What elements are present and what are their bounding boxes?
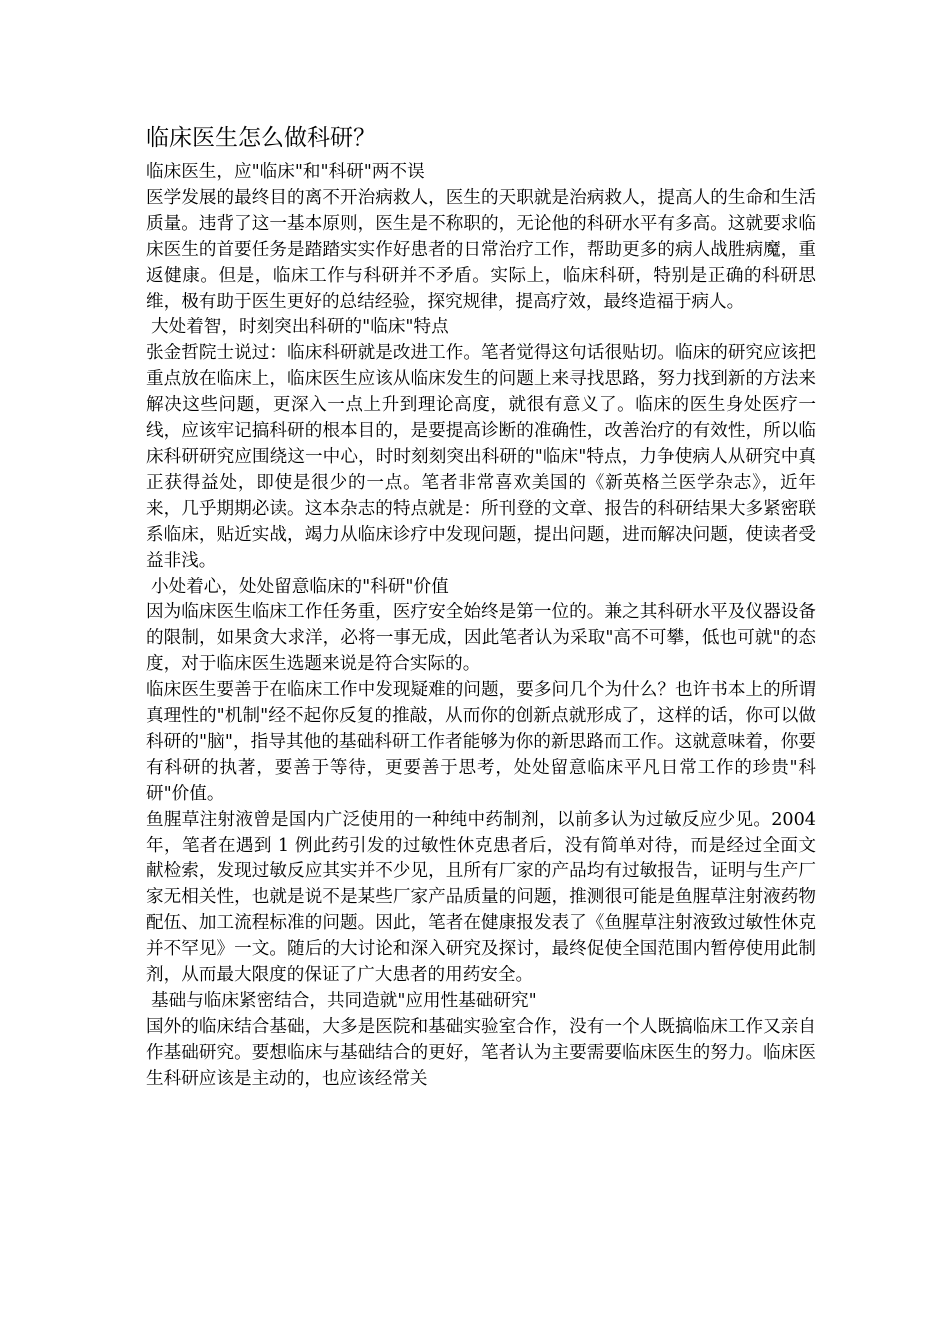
document-page [146, 118, 816, 1093]
paragraph-clinical-focus: 张金哲院士说过：临床科研就是改进工作。笔者觉得这句话很贴切。临床的研究应该把重点放在临床上，临床医生应该从临床发生的问题上来寻找思路，努力找到新的方法来解决这些问题，更深入一点上升到理论高度，就很有意义了。临床的医生身处医疗一线，应该牢记搞科研的根本目的，是要提高诊断的准确性，改善治疗的有效性，所以临床科研研究应围绕这一中心，时时刻刻突出科研的"临床"特点，力争使病人从研究中真正获得益处，即使是很少的一点。笔者非常喜欢美国的《新英格兰医学杂志》，近年来，几乎期期必读。这本杂志的特点就是：所刊登的文章、报告的科研结果大多紧密联系临床，贴近实战，竭力从临床诊疗中发现问题，提出问题，进而解决问题，使读者受益非浅。 [146, 343, 816, 571]
section-heading-research-value: 小处着心，处处留意临床的"科研"价值 [151, 576, 449, 597]
paragraph-intro: 医学发展的最终目的离不开治病救人，医生的天职就是治病救人，提高人的生命和生活质量。违背了这一基本原则，医生是不称职的，无论他的科研水平有多高。这就要求临床医生的首要任务是踏踏实实作好患者的日常治疗工作，帮助更多的病人战胜病魔，重返健康。但是，临床工作与科研并不矛盾。实际上，临床科研，特别是正确的科研思维，极有助于医生更好的总结经验，探究规律，提高疗效，最终造福于病人。 [146, 187, 816, 312]
document-subtitle: 临床医生，应"临床"和"科研"两不误 [146, 162, 425, 182]
paragraph-discover-problems: 临床医生要善于在临床工作中发现疑难的问题，要多问几个为什么？也许书本上的所谓真理性的"机制"经不起你反复的推敲，从而你的创新点就形成了，这样的话，你可以做科研的"脑"，指导其他的基础科研工作者能够为你的新思路而工作。这就意味着，你要有科研的执著，要善于等待，更要善于思考，处处留意临床平凡日常工作的珍贵"科研"价值。 [146, 680, 816, 804]
paragraph-basic-clinical: 国外的临床结合基础，大多是医院和基础实验室合作，没有一个人既搞临床工作又亲自作基础研究。要想临床与基础结合的更好，笔者认为主要需要临床医生的努力。临床医生科研应该是主动的，也应该经常关 [146, 1016, 816, 1089]
section-heading-applied-research: 基础与临床紧密结合，共同造就"应用性基础研究" [151, 991, 537, 1011]
paragraph-topic-selection: 因为临床医生临床工作任务重，医疗安全始终是第一位的。兼之其科研水平及仪器设备的限制，如果贪大求洋，必将一事无成，因此笔者认为采取"高不可攀，低也可就"的态度，对于临床医生选题来说是符合实际的。 [146, 602, 816, 675]
paragraph-case-example: 鱼腥草注射液曾是国内广泛使用的一种纯中药制剂，以前多认为过敏反应少见。2004 年，笔者在遇到 1 例此药引发的过敏性休克患者后，没有简单对待，而是经过全面文献检索，发现过敏反应其实并不少见，且所有厂家的产品均有过敏报告，证明与生产厂家无相关性，也就是说不是某些厂家产品质量的问题，推测很可能是鱼腥草注射液药物配伍、加工流程标准的问题。因此，笔者在健康报发表了《鱼腥草注射液致过敏性休克并不罕见》一文。随后的大讨论和深入研究及探讨，最终促使全国范围内暂停使用此制剂，从而最大限度的保证了广大患者的用药安全。 [146, 809, 816, 986]
document-title: 临床医生怎么做科研？ [146, 125, 376, 151]
section-heading-clinical: 大处着智，时刻突出科研的"临床"特点 [151, 317, 449, 338]
